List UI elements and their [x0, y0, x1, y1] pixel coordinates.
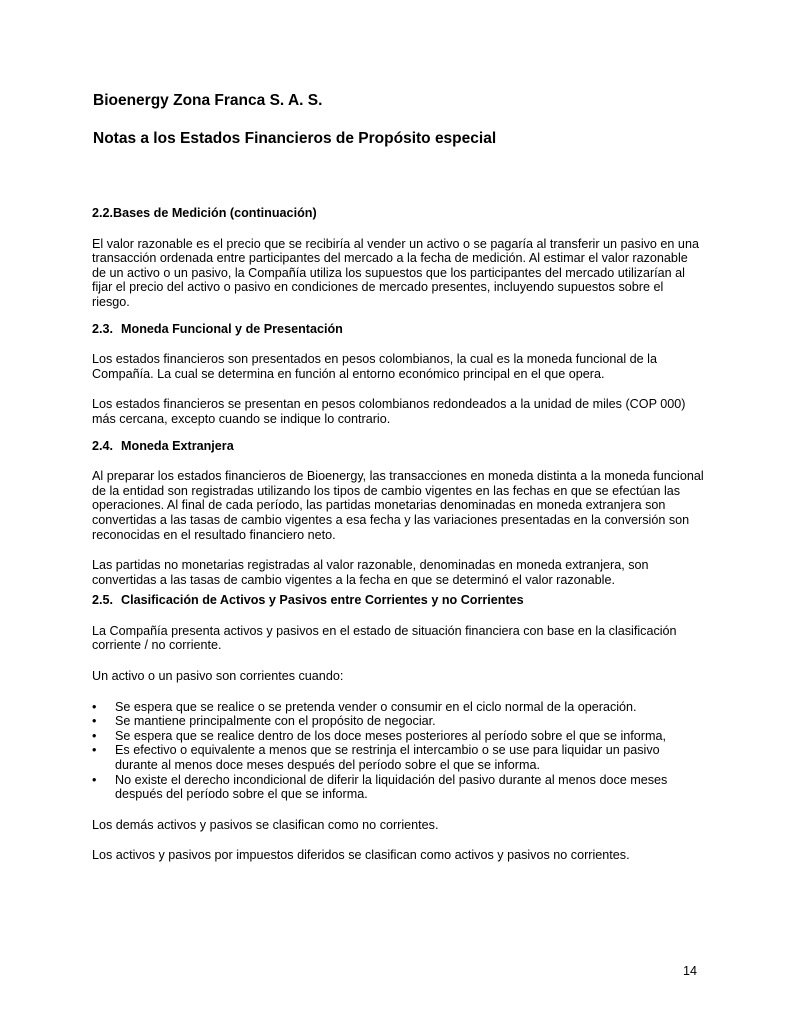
section-number: 2.5.: [92, 593, 114, 608]
section-number: 2.4.: [92, 438, 114, 453]
paragraph: Al preparar los estados financieros de Bioenergy, las transacciones en moneda distinta a la moneda funcional de la entidad son registradas utilizando los tipos de cambio vigentes en las fechas en que se efectúan las operaciones. Al final de cada período, las partidas monetarias denominadas en moneda extranjera son convertidas a las tasas de cambio vigentes a esa fecha y las variaciones presentadas en la conversión son reconocidas en el resultado financiero neto.: [92, 469, 704, 542]
paragraph: Los demás activos y pasivos se clasifican como no corrientes.: [92, 817, 439, 832]
paragraph: Los estados financieros se presentan en pesos colombianos redondeados a la unidad de miles (COP 000) más cercana, excepto cuando se indique lo contrario.: [92, 397, 686, 426]
section-title: Clasificación de Activos y Pasivos entre Corrientes y no Corrientes: [121, 593, 524, 608]
paragraph: El valor razonable es el precio que se recibiría al vender un activo o se pagaría al transferir un pasivo en una transacción ordenada entre participantes del mercado a la fecha de medición. Al estimar el valor razonable de un activo o un pasivo, la Compañía utiliza los supuestos que los participantes del mercado utilizarían al fijar el precio del activo o pasivo en condiciones de mercado presentes, incluyendo supuestos sobre el riesgo.: [92, 236, 699, 309]
section-title: Moneda Funcional y de Presentación: [121, 321, 343, 336]
paragraph: Un activo o un pasivo son corrientes cuando:: [92, 669, 344, 684]
paragraph: Los activos y pasivos por impuestos diferidos se clasifican como activos y pasivos no corrientes.: [92, 848, 630, 863]
list-item: • Se mantiene principalmente con el propósito de negociar.: [92, 714, 436, 729]
paragraph: La Compañía presenta activos y pasivos en el estado de situación financiera con base en la clasificación corriente / no corriente.: [92, 623, 677, 653]
list-item: • No existe el derecho incondicional de diferir la liquidación del pasivo durante al menos doce meses después del período sobre el que se informa.: [92, 772, 668, 802]
bullet-icon: •: [92, 772, 97, 787]
list-item: • Es efectivo o equivalente a menos que se restrinja el intercambio o se use para liquidar un pasivo durante al menos doce meses después del período sobre el que se informa.: [92, 743, 660, 773]
paragraph: Los estados financieros son presentados en pesos colombianos, la cual es la moneda funcional de la Compañía. La cual se determina en función al entorno económico principal en el que opera.: [92, 352, 657, 381]
section-number: 2.2.: [92, 206, 114, 220]
section-heading-2-2: [92, 206, 704, 221]
section-heading-2-3: [92, 322, 704, 337]
bullet-icon: •: [92, 743, 97, 758]
section-heading-2-4: [92, 439, 704, 454]
bullet-icon: •: [92, 714, 97, 729]
document-title: Notas a los Estados Financieros de Propósito especial: [93, 130, 497, 147]
conditions-list: [92, 700, 704, 802]
list-item: • Se espera que se realice dentro de los doce meses posteriores al período sobre el que se informa,: [92, 728, 666, 743]
list-item: • Se espera que se realice o se pretenda vender o consumir en el ciclo normal de la operación.: [92, 699, 637, 714]
page-number: 14: [683, 964, 698, 978]
section-title: Moneda Extranjera: [121, 438, 234, 453]
section-heading-2-5: [92, 593, 704, 608]
section-title: Bases de Medición (continuación): [113, 206, 317, 220]
bullet-icon: •: [92, 699, 97, 714]
bullet-icon: •: [92, 728, 97, 743]
section-number: 2.3.: [92, 321, 114, 336]
document-body: [92, 206, 704, 863]
paragraph: Las partidas no monetarias registradas al valor razonable, denominadas en moneda extranjera, son convertidas a las tasas de cambio vigentes a la fecha en que se determinó el valor razonable.: [92, 558, 649, 587]
company-name: Bioenergy Zona Franca S. A. S.: [93, 92, 323, 109]
